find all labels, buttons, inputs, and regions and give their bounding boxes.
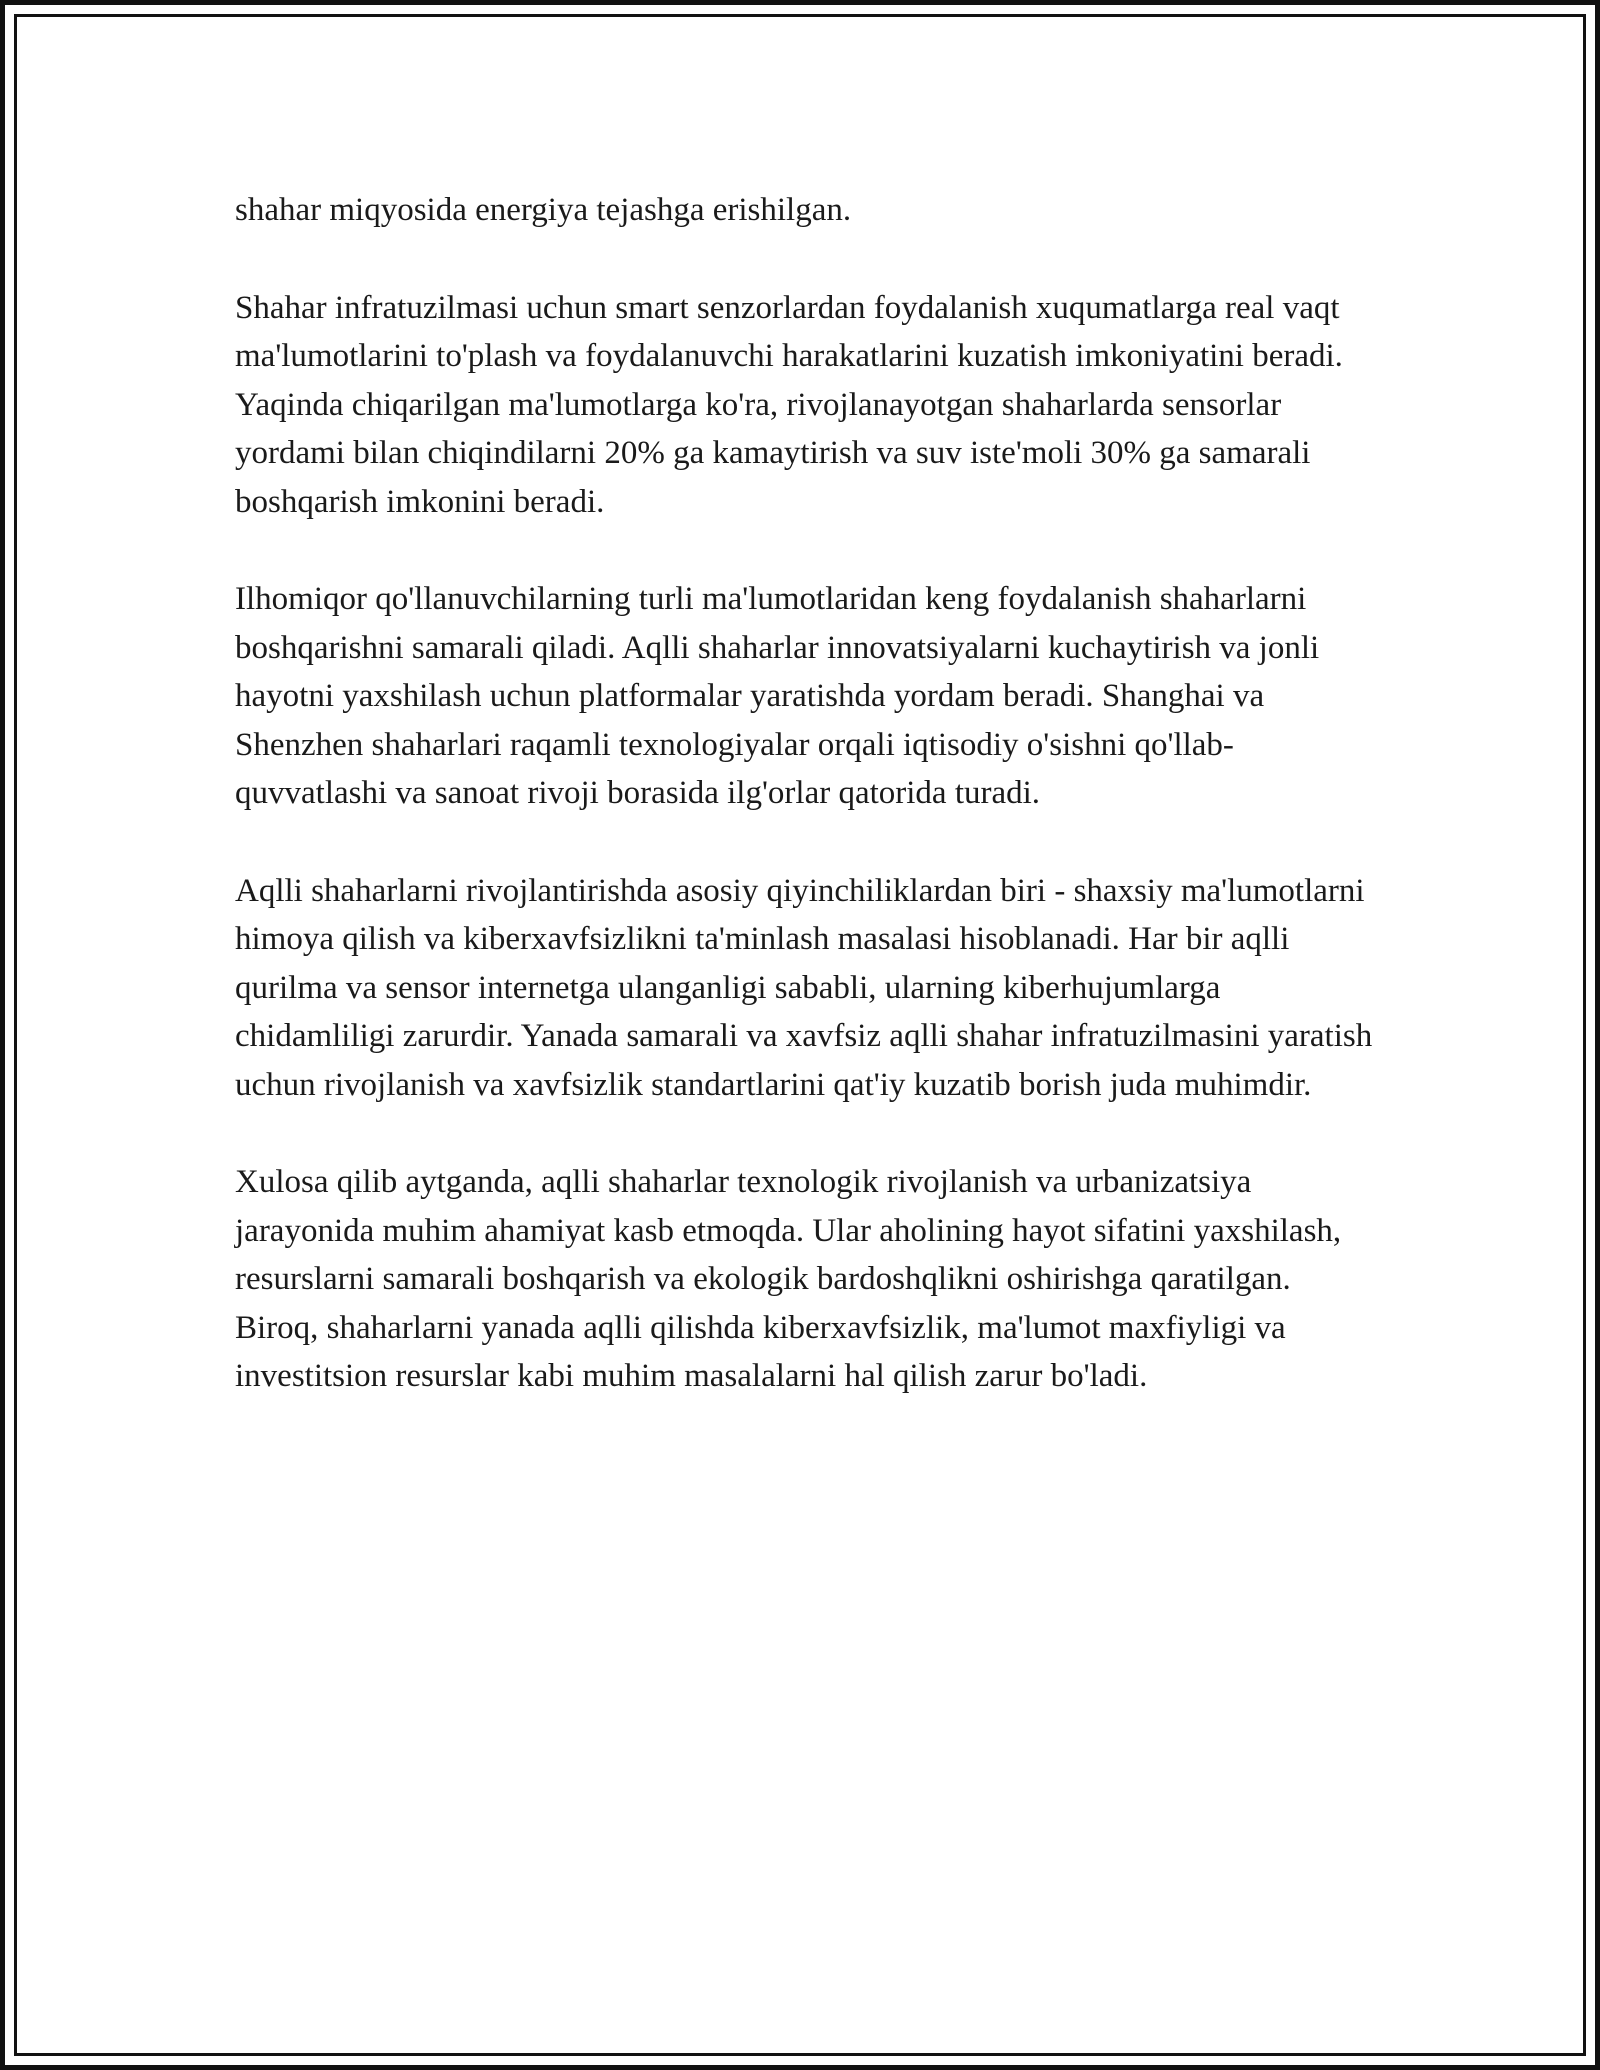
- paragraph-5: Xulosa qilib aytganda, aqlli shaharlar texnologik rivojlanish va urbanizatsiya jarayonida muhim ahamiyat kasb etmoqda. Ular aholining hayot sifatini yaxshilash, resurslarni samarali boshqarish va ekologik bardoshqlikni oshirishga qaratilgan. Biroq, shaharlarni yanada aqlli qilishda kiberxavfsizlik, ma'lumot maxfiyligi va investitsion resurslar kabi muhim masalalarni hal qilish zarur bo'ladi.: [235, 1164, 1342, 1394]
- paragraph-4: Aqlli shaharlarni rivojlantirishda asosiy qiyinchiliklardan biri - shaxsiy ma'lumotlarni himoya qilish va kiberxavfsizlikni ta'minlash masalasi hisoblanadi. Har bir aqlli qurilma va sensor internetga ulanganligi sababli, ularning kiberhujumlarga chidamliligi zarurdir. Yanada samarali va xavfsiz aqlli shahar infratuzilmasini yaratish uchun rivojlanish va xavfsizlik standartlarini qat'iy kuzatib borish juda muhimdir.: [235, 872, 1373, 1103]
- paragraph-1: shahar miqyosida energiya tejashga erishilgan.: [235, 192, 852, 228]
- paragraph-3: Ilhomiqor qo'llanuvchilarning turli ma'lumotlaridan keng foydalanish shaharlarni boshqarishni samarali qiladi. Aqlli shaharlar innovatsiyalarni kuchaytirish va jonli hayotni yaxshilash uchun platformalar yaratishda yordam beradi. Shanghai va Shenzhen shaharlari raqamli texnologiyalar orqali iqtisodiy o'sishni qo'llab-quvvatlashi va sanoat rivoji borasida ilg'orlar qatorida turadi.: [235, 581, 1320, 811]
- document-body: [235, 186, 1375, 1450]
- paragraph-2: Shahar infratuzilmasi uchun smart senzorlardan foydalanish xuqumatlarga real vaqt ma'lumotlarini to'plash va foydalanuvchi harakatlarini kuzatish imkoniyatini beradi. Yaqinda chiqarilgan ma'lumotlarga ko'ra, rivojlanayotgan shaharlarda sensorlar yordami bilan chiqindilarni 20% ga kamaytirish va suv iste'moli 30% ga samarali boshqarish imkonini beradi.: [235, 289, 1343, 520]
